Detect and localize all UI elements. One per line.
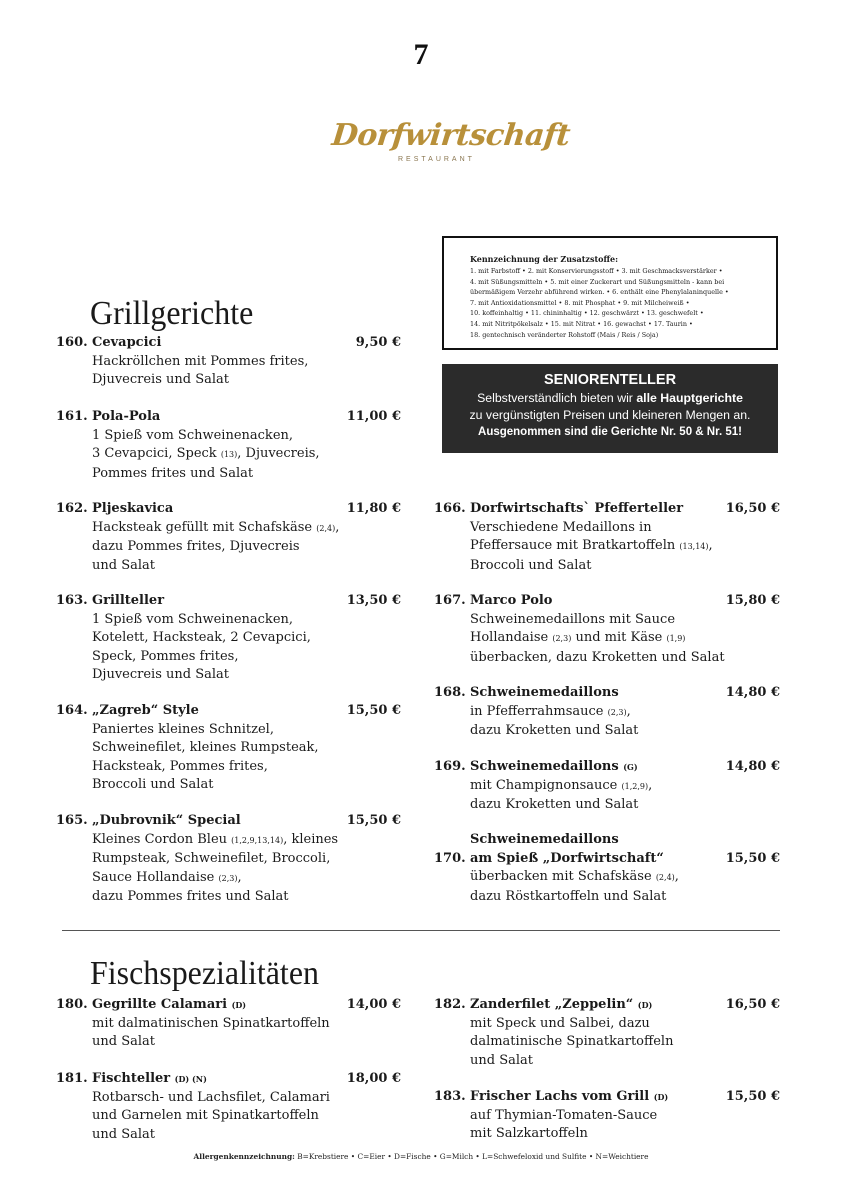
item-desc-line — [434, 868, 780, 888]
item-number: 183. — [434, 1089, 466, 1104]
item-desc-line: dazu Pommes frites und Salat — [92, 889, 289, 904]
item-price: 13,50 € — [346, 593, 401, 608]
item-number: 180. — [56, 997, 88, 1012]
item-desc-text: Sauce Hollandaise — [92, 869, 215, 885]
item-number: 161. — [56, 409, 88, 424]
additive-ref: (1,2,9) — [621, 781, 649, 791]
item-name: Pljeskavica — [92, 501, 174, 516]
menu-item — [56, 500, 401, 575]
item-desc-text: Hollandaise — [470, 630, 549, 645]
allergen-tag: (D) — [653, 1092, 669, 1102]
item-desc-text: , — [237, 869, 242, 885]
senior-line-3: Ausgenommen sind die Gerichte Nr. 50 & Nr. 51! — [478, 426, 742, 438]
item-name: Schweinemedaillons — [470, 759, 619, 774]
menu-item — [56, 334, 401, 390]
logo-name: Dorfwirtschaft — [330, 118, 572, 153]
logo-subtitle: RESTAURANT — [398, 156, 475, 163]
item-desc-text: mit Champignonsauce — [470, 777, 618, 793]
restaurant-logo — [320, 118, 572, 170]
item-desc-line: Schweinefilet, kleines Rumpsteak, — [92, 740, 319, 755]
item-price: 15,80 € — [725, 593, 780, 608]
item-name-line-1: Schweinemedaillons — [470, 832, 619, 847]
item-price: 15,50 € — [346, 703, 401, 718]
item-price: 15,50 € — [725, 850, 780, 866]
item-desc-line: Djuvecreis und Salat — [92, 667, 230, 682]
allergen-legend-label: Allergenkennzeichnung: — [193, 1152, 295, 1161]
item-desc-line: Hacksteak, Pommes frites, — [92, 758, 268, 774]
menu-item — [56, 592, 401, 685]
additives-title: Kennzeichnung der Zusatzstoffe: — [470, 254, 619, 264]
additives-line: 4. mit Süßungsmitteln • 5. mit einer Zuckerart und Süßungsmitteln - kann bei — [470, 277, 725, 286]
item-desc-line: Hackröllchen mit Pommes frites, — [92, 353, 309, 369]
item-name: Grillteller — [92, 593, 165, 608]
item-number: 165. — [56, 813, 88, 828]
item-desc-text: Kleines Cordon Bleu — [92, 831, 228, 847]
item-number: 169. — [434, 759, 466, 774]
item-desc-line: 1 Spieß vom Schweinenacken, — [92, 427, 294, 443]
item-price: 9,50 € — [355, 335, 401, 350]
item-desc-text: , — [626, 703, 631, 719]
item-number: 166. — [434, 501, 466, 516]
menu-item — [56, 408, 401, 483]
item-name: Dorfwirtschafts` Pfefferteller — [470, 501, 684, 516]
additives-line: 18. gentechnisch veränderter Rohstoff (Mais / Reis / Soja) — [470, 330, 659, 339]
allergen-tag: (D) — [231, 1000, 247, 1010]
item-desc-line: Rotbarsch- und Lachsfilet, Calamari — [92, 1089, 330, 1105]
item-name: Pola-Pola — [92, 409, 161, 424]
item-desc-line: mit Salzkartoffeln — [470, 1126, 588, 1141]
additive-ref: (2,4) — [655, 873, 675, 882]
item-desc-text: , — [335, 519, 340, 535]
item-desc-line: dazu Kroketten und Salat — [470, 797, 639, 812]
item-desc-text: , — [708, 538, 713, 553]
senior-plate-box — [442, 364, 778, 453]
additives-line: 10. koffeinhaltig • 11. chininhaltig • 12. geschwärzt • 13. geschwefelt • — [470, 309, 704, 318]
menu-item — [434, 1088, 780, 1144]
allergen-legend-text: B=Krebstiere • C=Eier • D=Fische • G=Milch • L=Schwefeloxid und Sulfite • N=Weichtiere — [294, 1152, 649, 1161]
item-desc-line — [434, 537, 780, 557]
item-price: 14,80 € — [725, 685, 780, 700]
item-desc-line: Broccoli und Salat — [470, 557, 592, 573]
page-number: 7 — [413, 38, 429, 71]
senior-line-2: zu vergünstigten Preisen und kleineren Mengen an. — [469, 408, 751, 422]
item-number: 170. — [434, 850, 466, 866]
menu-item — [434, 592, 780, 667]
item-name: Gegrillte Calamari — [92, 997, 228, 1012]
item-desc-line: und Salat — [92, 557, 155, 573]
item-desc-text: überbacken mit Schafskäse — [470, 869, 652, 884]
item-desc-text: und mit Käse — [571, 630, 667, 645]
item-desc-line — [56, 519, 401, 539]
item-price: 15,50 € — [725, 1089, 780, 1104]
senior-line-1-bold: alle Hauptgerichte — [636, 391, 743, 405]
allergen-tag: (D) — [637, 1000, 653, 1010]
item-desc-line: und Salat — [470, 1052, 533, 1068]
item-number: 160. — [56, 335, 88, 350]
section-divider — [62, 930, 780, 931]
allergen-legend — [0, 1152, 842, 1161]
item-price: 14,80 € — [725, 759, 780, 774]
item-desc-line: Schweinemedaillons mit Sauce — [470, 611, 676, 627]
section-title-grill: Grillgerichte — [90, 295, 254, 332]
item-desc-line: dazu Röstkartoffeln und Salat — [470, 888, 667, 904]
item-desc-line: dazu Kroketten und Salat — [470, 723, 639, 738]
item-desc-line: Djuvecreis und Salat — [92, 372, 230, 387]
additive-ref: (1,2,9,13,14) — [231, 835, 284, 845]
item-desc-line — [434, 703, 780, 723]
senior-title: SENIORENTELLER — [543, 372, 677, 388]
item-desc-line: mit Speck und Salbei, dazu — [470, 1015, 650, 1031]
item-name: „Zagreb“ Style — [92, 703, 199, 718]
item-desc-text: , kleines — [283, 831, 339, 847]
item-desc-text: 3 Cevapcici, Speck — [92, 446, 217, 461]
item-desc-line: dalmatinische Spinatkartoffeln — [470, 1034, 674, 1049]
menu-item — [434, 831, 780, 906]
item-desc-line — [434, 777, 780, 797]
additive-ref: (13) — [220, 450, 238, 459]
item-desc-line: und Salat — [92, 1034, 155, 1049]
item-desc-line: Broccoli und Salat — [92, 777, 214, 792]
item-price: 16,50 € — [725, 997, 780, 1012]
item-desc-line: und Garnelen mit Spinatkartoffeln — [92, 1108, 319, 1123]
item-desc-line: Rumpsteak, Schweinefilet, Broccoli, — [92, 851, 331, 866]
section-title-fish: Fischspezialitäten — [90, 955, 319, 992]
additive-ref: (2,3) — [607, 707, 627, 717]
item-desc-text: Hacksteak gefüllt mit Schafskäse — [92, 519, 313, 535]
item-number: 162. — [56, 501, 88, 516]
item-number: 163. — [56, 593, 88, 608]
item-desc-line — [56, 869, 401, 889]
menu-item — [434, 500, 780, 575]
menu-item — [434, 996, 780, 1070]
item-desc-line — [56, 831, 401, 851]
additive-ref: (2,4) — [316, 523, 336, 533]
item-name: Fischteller — [92, 1071, 171, 1086]
menu-item — [434, 684, 780, 741]
item-name: Frischer Lachs vom Grill — [470, 1089, 650, 1104]
menu-item — [56, 996, 401, 1052]
item-price: 16,50 € — [725, 501, 780, 516]
additive-ref: (1,9) — [666, 634, 686, 643]
additive-ref: (2,3) — [552, 634, 572, 643]
item-number: 168. — [434, 685, 466, 700]
item-number: 181. — [56, 1071, 88, 1086]
additives-line: 7. mit Antioxidationsmittel • 8. mit Phosphat • 9. mit Milcheiweiß • — [470, 298, 690, 307]
item-number: 167. — [434, 593, 466, 608]
item-desc-line: Verschiedene Medaillons in — [470, 519, 652, 535]
item-desc-line: und Salat — [92, 1126, 155, 1142]
item-desc-line: Kotelett, Hacksteak, 2 Cevapcici, — [92, 630, 311, 645]
menu-item — [434, 758, 780, 815]
item-desc-line: dazu Pommes frites, Djuvecreis — [92, 539, 300, 554]
additives-legend-box — [442, 236, 778, 350]
senior-line-1 — [442, 390, 778, 407]
item-name: „Dubrovnik“ Special — [92, 813, 241, 828]
menu-item — [56, 812, 401, 907]
item-number: 182. — [434, 997, 466, 1012]
item-desc-text: in Pfefferrahmsauce — [470, 703, 604, 719]
item-desc-line: überbacken, dazu Kroketten und Salat — [470, 649, 725, 665]
additive-ref: (13,14) — [679, 542, 709, 551]
item-price: 14,00 € — [346, 997, 401, 1012]
item-price: 11,80 € — [346, 501, 401, 516]
item-desc-text: , — [674, 869, 679, 884]
additives-line: übermäßigem Verzehr abführend wirken. • 6. enthält eine Phenylalaninquelle • — [470, 288, 729, 297]
additives-line: 1. mit Farbstoff • 2. mit Konservierungsstoff • 3. mit Geschmacksverstärker • — [470, 267, 723, 275]
item-number: 164. — [56, 703, 88, 718]
item-desc-text: Pfeffersauce mit Bratkartoffeln — [470, 538, 676, 553]
allergen-tag: (D) (N) — [174, 1074, 207, 1084]
item-name: Marco Polo — [470, 593, 553, 608]
additives-line: 14. mit Nitritpökelsalz • 15. mit Nitrat • 16. gewachst • 17. Taurin • — [470, 319, 693, 328]
item-desc-line — [434, 629, 780, 649]
item-desc-line — [56, 445, 401, 465]
item-desc-line: mit dalmatinischen Spinatkartoffeln — [92, 1015, 330, 1031]
menu-item — [56, 702, 401, 795]
item-desc-line: Pommes frites und Salat — [92, 465, 254, 481]
item-desc-line: Paniertes kleines Schnitzel, — [92, 721, 274, 737]
item-name: Cevapcici — [92, 335, 162, 350]
item-desc-text: , — [648, 777, 653, 793]
item-desc-line: Speck, Pommes frites, — [92, 648, 239, 664]
item-name: am Spieß „Dorfwirtschaft“ — [470, 850, 664, 866]
item-price: 11,00 € — [346, 409, 401, 424]
item-price: 15,50 € — [346, 813, 401, 828]
additive-ref: (2,3) — [218, 873, 238, 883]
menu-item — [56, 1070, 401, 1144]
item-desc-text: , Djuvecreis, — [237, 446, 320, 461]
item-name: Zanderfilet „Zeppelin“ — [470, 997, 634, 1012]
item-desc-line: auf Thymian-Tomaten-Sauce — [470, 1107, 658, 1123]
item-desc-line: 1 Spieß vom Schweinenacken, — [92, 611, 294, 627]
senior-line-1-text: Selbstverständlich bieten wir — [477, 391, 637, 405]
item-name: Schweinemedaillons — [470, 685, 619, 700]
item-price: 18,00 € — [346, 1071, 401, 1086]
allergen-tag: (G) — [623, 762, 638, 772]
